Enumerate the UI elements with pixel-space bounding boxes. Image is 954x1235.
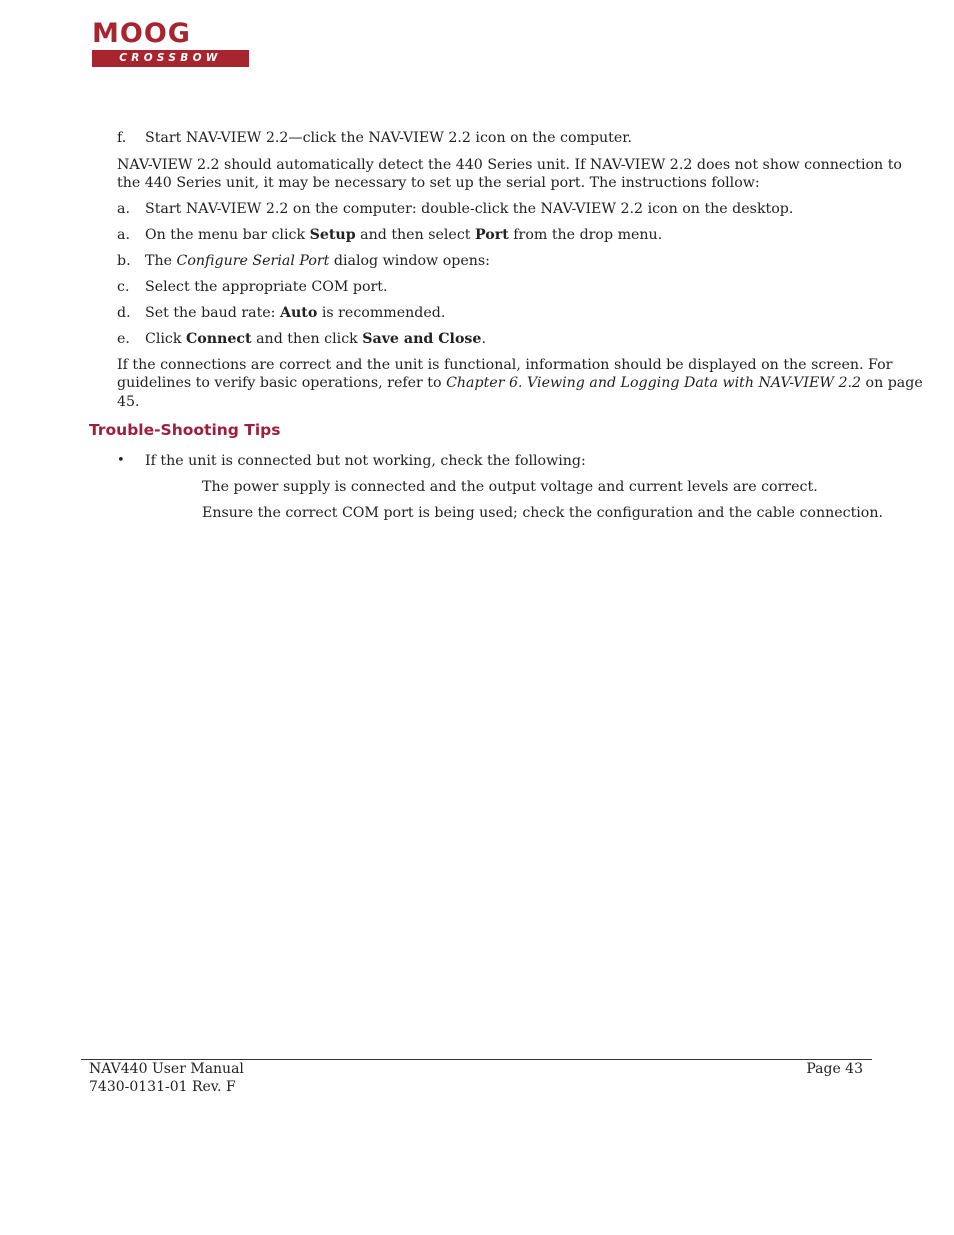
check-item-power: The power supply is connected and the output voltage and current levels are correct. — [202, 479, 818, 495]
section-heading: Trouble-Shooting Tips — [89, 421, 281, 439]
footer-doc-number: 7430-0131-01 Rev. F — [89, 1079, 236, 1095]
moog-crossbow-logo — [92, 18, 249, 67]
check-item-com-port: Ensure the correct COM port is being used; check the configuration and the cable connection. — [202, 505, 883, 521]
save-and-close-label: Save and Close — [362, 331, 482, 347]
step-text: On the menu bar click Setup and then select Port from the drop menu. — [145, 227, 663, 243]
step-label: a. — [117, 201, 130, 217]
step-text: Start NAV-VIEW 2.2—click the NAV-VIEW 2.2 icon on the computer. — [145, 130, 633, 146]
chapter-reference: Chapter 6. Viewing and Logging Data with NAV-VIEW 2.2 — [446, 375, 862, 391]
outro-line-2: guidelines to verify basic operations, refer to Chapter 6. Viewing and Logging Data with NAV-VIEW 2.2 on page — [117, 375, 923, 391]
intro-line-1: NAV-VIEW 2.2 should automatically detect the 440 Series unit. If NAV-VIEW 2.2 does not show connection to — [117, 157, 902, 173]
bullet-icon: • — [117, 453, 125, 468]
logo-wordmark: MOOG — [92, 18, 191, 49]
step-label: a. — [117, 227, 130, 243]
footer-manual-title: NAV440 User Manual — [89, 1061, 244, 1077]
step-label: f. — [117, 130, 127, 146]
step-text: Click Connect and then click Save and Close. — [145, 331, 486, 347]
bullet-text: If the unit is connected but not working, check the following: — [145, 453, 586, 469]
dialog-name: Configure Serial Port — [176, 253, 330, 269]
step-label: b. — [117, 253, 131, 269]
step-label: c. — [117, 279, 130, 295]
step-label: d. — [117, 305, 131, 321]
intro-line-2: the 440 Series unit, it may be necessary to set up the serial port. The instructions follow: — [117, 175, 760, 191]
outro-line-1: If the connections are correct and the unit is functional, information should be displayed on the screen. For — [117, 357, 893, 373]
setup-menu-name: Setup — [309, 227, 356, 243]
port-menu-name: Port — [475, 227, 509, 243]
step-text: Start NAV-VIEW 2.2 on the computer: double-click the NAV-VIEW 2.2 icon on the desktop. — [145, 201, 794, 217]
step-label: e. — [117, 331, 130, 347]
step-text: Select the appropriate COM port. — [145, 279, 388, 295]
outro-line-3: 45. — [117, 394, 140, 410]
connect-label: Connect — [185, 331, 252, 347]
footer-page-number: Page 43 — [806, 1061, 863, 1077]
logo-band: CROSSBOW — [92, 50, 249, 67]
baud-auto: Auto — [279, 305, 318, 321]
step-text: Set the baud rate: Auto is recommended. — [145, 305, 446, 321]
step-text: The Configure Serial Port dialog window opens: — [145, 253, 490, 269]
